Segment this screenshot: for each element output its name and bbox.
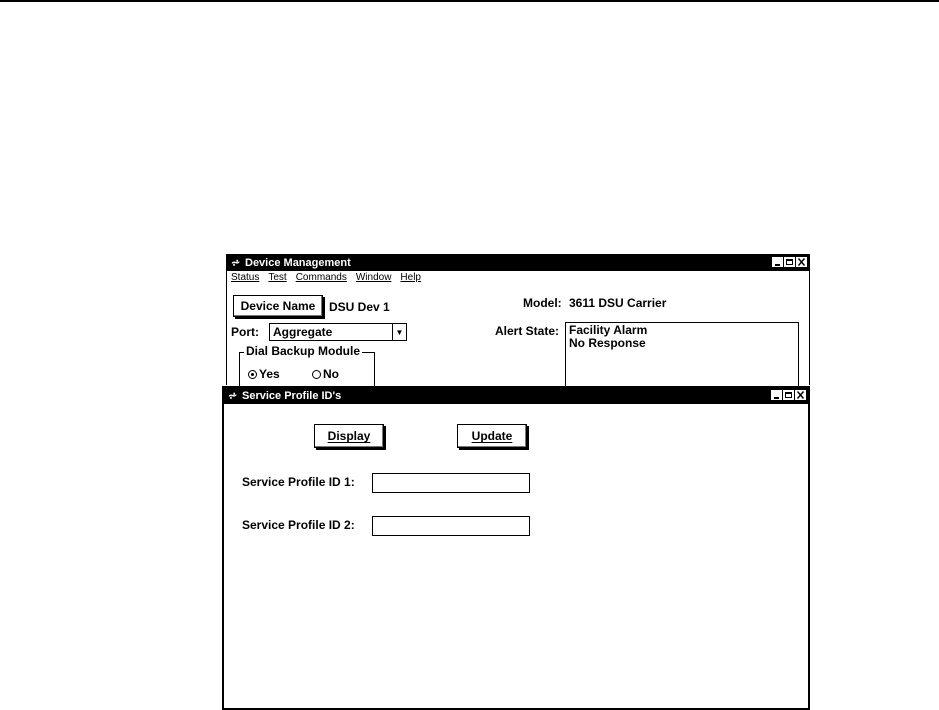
minimize-icon xyxy=(773,258,782,266)
update-button[interactable]: Update xyxy=(457,424,527,448)
menu-status[interactable]: Status xyxy=(231,272,260,283)
service-profile-titlebar[interactable] xyxy=(224,388,808,404)
model-label: Model: xyxy=(523,296,562,310)
close-icon xyxy=(797,258,806,266)
close-button[interactable] xyxy=(795,390,806,400)
close-button[interactable] xyxy=(796,257,807,267)
alert-state-list[interactable] xyxy=(565,322,799,386)
service-profile-id-2-label: Service Profile ID 2: xyxy=(242,518,355,532)
port-select[interactable] xyxy=(269,323,407,341)
port-select-value: Aggregate xyxy=(273,325,333,339)
service-profile-window xyxy=(222,386,810,710)
alert-item: No Response xyxy=(569,336,646,350)
model-value: 3611 DSU Carrier xyxy=(569,296,667,310)
radio-empty-icon xyxy=(312,370,321,379)
minimize-button[interactable] xyxy=(772,257,783,267)
service-profile-id-1-input[interactable] xyxy=(372,473,530,493)
dial-backup-legend: Dial Backup Module xyxy=(246,344,361,358)
chevron-down-icon[interactable]: ▼ xyxy=(392,324,406,340)
maximize-button[interactable] xyxy=(783,390,794,400)
menu-bar xyxy=(227,271,809,285)
window-title: Device Management xyxy=(245,257,351,269)
page-top-rule xyxy=(0,0,939,2)
service-profile-id-1-label: Service Profile ID 1: xyxy=(242,475,355,489)
radio-no[interactable] xyxy=(312,367,339,381)
device-management-window xyxy=(226,254,810,385)
window-title: Service Profile ID's xyxy=(242,390,342,402)
close-icon xyxy=(796,391,805,399)
minimize-icon xyxy=(772,391,781,399)
menu-commands[interactable]: Commands xyxy=(295,272,347,283)
device-name-value: DSU Dev 1 xyxy=(329,300,390,314)
minimize-button[interactable] xyxy=(771,390,782,400)
menu-window[interactable]: Window xyxy=(355,272,392,283)
alert-item: Facility Alarm xyxy=(569,323,648,337)
maximize-icon xyxy=(785,258,794,266)
alert-state-label: Alert State: xyxy=(495,324,560,338)
maximize-icon xyxy=(784,391,793,399)
radio-no-label: No xyxy=(323,367,339,381)
app-icon[interactable]: ⩫ xyxy=(228,390,238,402)
dial-backup-group xyxy=(239,344,375,386)
display-button[interactable]: Display xyxy=(314,424,384,448)
menu-help[interactable]: Help xyxy=(400,272,421,283)
radio-yes[interactable] xyxy=(248,367,280,381)
maximize-button[interactable] xyxy=(784,257,795,267)
radio-selected-icon xyxy=(248,370,257,379)
service-profile-id-2-input[interactable] xyxy=(372,516,530,536)
device-management-titlebar[interactable] xyxy=(227,255,809,271)
radio-yes-label: Yes xyxy=(259,367,280,381)
port-label: Port: xyxy=(231,325,259,339)
menu-test[interactable]: Test xyxy=(268,272,287,283)
device-name-button[interactable]: Device Name xyxy=(233,295,323,317)
app-icon[interactable]: ⩫ xyxy=(231,257,241,269)
